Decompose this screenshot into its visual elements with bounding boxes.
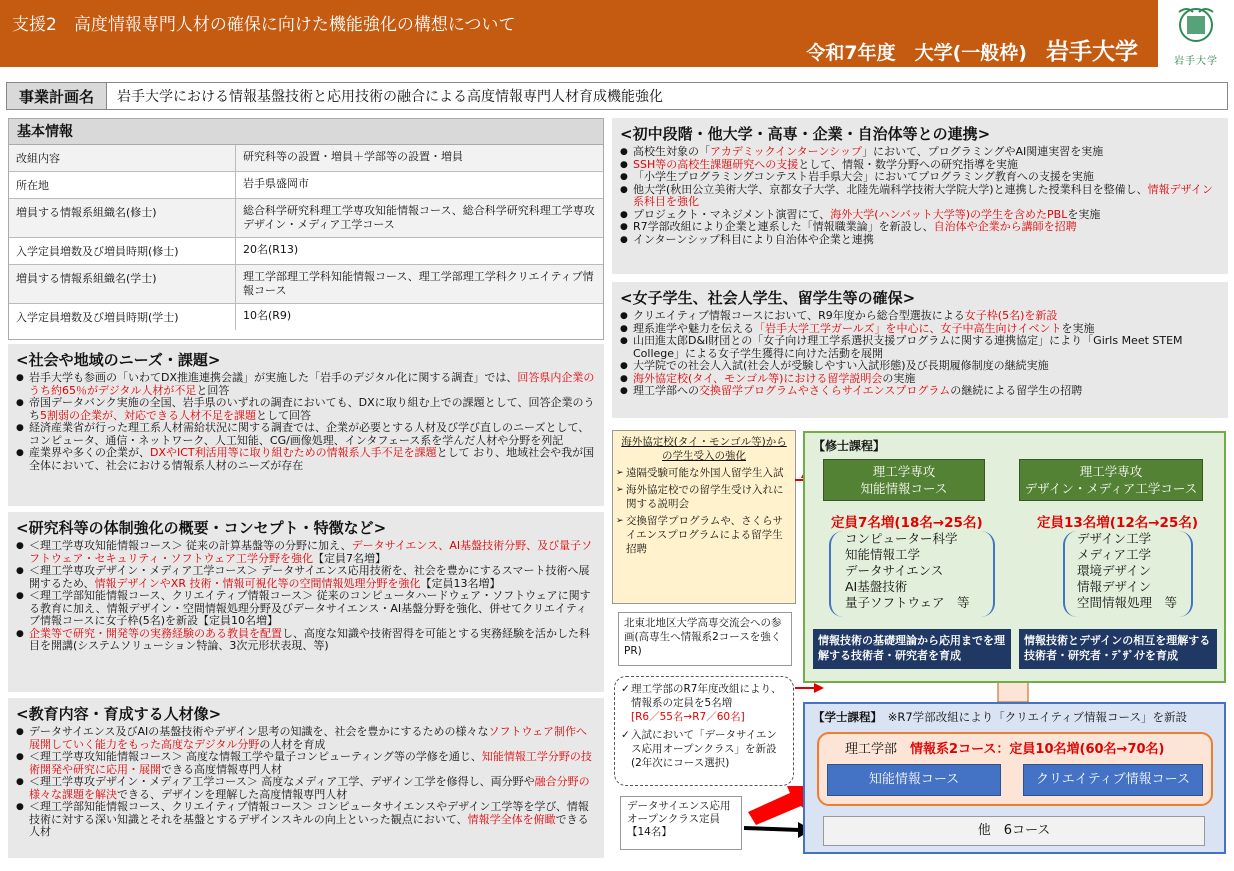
info-key: 入学定員増数及び増員時期(修士) [9,238,235,264]
bullet-text: 【定員7名増】 [313,551,387,565]
bullet-text: R7学部改組により企業と連系した「情報職業論」を新設し、 [633,220,934,233]
highlight-text: ソフトウェア制作へ展開していく能力をもった高度なデジタル分野 [29,725,588,751]
highlight-text: 情報学全体を俯瞰 [467,812,556,826]
bachelor-course-chino: 知能情報コース [827,764,1001,796]
highlight-text: 女子枠(5名)を新設 [964,309,1058,322]
bullet-text: プロジェクト・マネジメント演習にて、 [633,207,831,221]
highlight-text: 知能情報工学分野の技術開発や研究に応用・展開 [29,750,592,776]
bullet-text: 山田進太郎D&I財団との「女子向け理工学系選択支援プログラムに関する連携協定」により「Girls Meet STEM College」による女子学生獲得に向けた活動を展開 [633,334,1183,360]
kitatohoku-box: 北東北地区大学高専交流会への参画(高専生へ情報系2コースを強くPR) [618,612,792,666]
data-science-class-box: データサイエンス応用オープンクラス定員【14名】 [620,796,742,850]
bullet-text: 帝国データバンク実施の全国、岩手県のいずれの調査においても、DXに取り組む上での課題として、回答企業のうち [29,396,595,422]
intl-item: ➢ 遠隔受験可能な外国人留学生入試 [618,466,790,480]
logo-text: 岩手大学 [1174,56,1218,67]
bullet-text: 【定員13名増】 [420,576,501,590]
bullet-text: として回答 [256,408,311,422]
check-icon: ✓ [621,683,630,695]
highlight-text: データサイエンス、AI基盤技術分野、及び量子ソフトウェア・セキュリティ・ソフトウェア工学分野を強化 [29,539,593,565]
subject: 知能情報工学 [845,547,921,562]
bullet-text: ＜理工学専攻知能情報コース＞ 従来の計算基盤等の分野に加え、 [29,539,352,552]
university-name: 岩手大学 [1046,39,1138,65]
master-cap-1: 定員7名増(18名→25名) [831,515,983,531]
bullet-text: ＜理工学部知能情報コース、クリエイティブ情報コース＞ コンピュータサイエンスやデザイン工学等を学び、情報技術に対する深い知識とそれを基盤とするデザインスキルの向上といった観点において、 [29,800,589,826]
check-icon: ✓ [621,729,630,741]
highlight-text: 交換留学プログラムやさくらサイエンスプログラム [699,384,951,397]
highlight-text: 5割弱の企業が、対応できる人材不足を課題 [40,408,256,422]
master-cap-2: 定員13名増(12名→25名) [1037,515,1199,531]
intl-item: ➢ 海外協定校での留学生受け入れに関する説明会 [618,483,790,511]
highlight-text: 情報デザイン系科目を強化 [633,182,1213,208]
red-right-arrowhead-2 [814,683,824,693]
subject: 環境デザイン [1077,563,1152,578]
bullet-text: 産業界や多くの企業が、 [29,446,150,459]
info-value: 10名(R9) [235,304,603,330]
master-course-chino: 理工学専攻 知能情報コース [823,459,985,501]
master-subjects-2 [1063,531,1193,617]
highlight-text: 海外大学(ハンバット大学等)の学生を含めたPBL [830,207,1068,221]
bullet-text: と回答 [196,383,230,397]
bachelor-note: ※R7学部改組により「クリエイティブ情報コース」を新設 [887,710,1187,724]
subject: デザイン工学 [1077,531,1152,546]
subject: 情報デザイン [1077,579,1152,594]
highlight-text: 回答県内企業のうち約65％がデジタル人材が不足 [29,371,595,397]
info-key: 増員する情報系組織名(修士) [9,199,235,237]
needs-title: <社会や地域のニーズ・課題> [16,351,221,369]
highlight-text: SSH等の高校生課題研究への支援 [633,157,799,171]
subject: データサイエンス [845,563,944,578]
bachelor-title: 【学士課程】 [813,710,877,724]
subject: メディア工学 [1077,547,1152,562]
highlight-text: 企業等で研究・開発等の実務経験のある教員を配置 [29,626,282,640]
bullet-text: ＜理工学専攻知能情報コース＞ 高度な情報工学や量子コンピューティング等の学修を通じ、 [29,750,482,763]
bachelor-info-group [817,732,1213,806]
bullet-text: 高校生対象の「 [633,145,710,158]
master-title: 【修士課程】 [813,439,886,453]
bullet-text: データサイエンス及びAIの基盤技術やデザイン思考の知識を、社会を豊かにするための様々な [29,725,489,738]
bullet-text: できる、デザインを理解した高度情報専門人材 [117,787,348,801]
bullet-text: できる高度情報専門人材 [161,762,282,776]
info-key: 所在地 [9,172,235,198]
intl-title: 海外協定校(タイ・モンゴル等)からの学生受入の強化 [621,436,787,462]
concept-title: <研究科等の体制強化の概要・コンセプト・特徴など> [16,519,387,537]
bullet-text: 他大学(秋田公立美術大学、京都女子大学、北陸先端科学技術大学院大学)と連携した授業科目を整備し、 [633,182,1148,196]
year-category-text: 令和7年度 大学(一般枠) [806,42,1027,64]
bullet-text: 理系進学や魅力を伝える [633,321,754,335]
bachelor-cap [845,738,1164,757]
info-key: 増員する情報系組織名(学士) [9,265,235,303]
black-arrow [744,828,800,830]
highlight-text: 自治体や企業から講師を招聘 [933,220,1077,233]
subject: コンピューター科学 [845,531,958,546]
bullet-text: として、情報・数学分野への研究指導を実施 [798,157,1019,171]
reform-l3: 入試において「データサイエンス応用オープンクラス」を新設(2年次にコース選択) [631,729,777,769]
subject: 空間情報処理 等 [1077,595,1178,610]
subject: AI基盤技術 [845,579,908,594]
education-title: <教育内容・育成する人材像> [16,705,222,723]
project-label: 事業計画名 [7,83,107,109]
bullet-text: ＜理工学専攻デザイン・メディア工学コース＞ データサイエンス応用技術を、社会を豊かにするスマート技術へ展開するため、 [29,564,590,590]
reform-l1: 理工学部のR7年度改組により、情報系の定員を5名増 [631,683,782,709]
highlight-text: 海外協定校(タイ、モンゴル等)における留学説明会 [633,371,883,385]
bachelor-other-courses: 他 6コース [823,816,1205,846]
bullet-text: ＜理工学部知能情報コース、クリエイティブ情報コース＞ 従来のコンピュータハードウェア・ソフトウェアに関する教育に加え、情報デザイン・空間情報処理分野及びデータサイエンス・AI基盤分野を強化、併せてクリエイティブ情報コースに女子枠(5名)を新設【定員10名増】 [29,589,591,627]
info-value: 総合科学研究科理工学専攻知能情報コース、総合科学研究科理工学専攻デザイン・メディア工学コース [235,199,603,237]
intl-item: ➢ 交換留学プログラムや、さくらサイエンスプログラムによる留学生招聘 [618,514,790,556]
bullet-text: の実施 [882,371,916,385]
bullet-text: 理工学部への [633,384,699,397]
master-goal-2: 情報技術とデザインの相互を理解する技術者・研究者・ﾃﾞｻﾞｲﾅを育成 [1019,629,1217,669]
info-value: 研究科等の設置・増員＋学部等の設置・増員 [235,145,603,171]
subject: 量子ソフトウェア 等 [845,595,970,610]
bullet-text: を実施 [1061,321,1095,335]
bachelor-heading [813,709,1187,725]
bullet-text: を実施 [1067,207,1101,221]
bullet-text: ＜理工学専攻デザイン・メディア工学コース＞ 高度なメディア工学、デザイン工学を修得し、両分野や [29,775,535,788]
collaboration-title: <初中段階・他大学・高専・企業・自治体等との連携> [620,125,991,143]
info-value: 20名(R13) [235,238,603,264]
diversity-title: <女子学生、社会人学生、留学生等の確保> [620,289,916,307]
bullet-text: 大学院での社会人入試(社会人が受験しやすい入試形態)及び長期履修制度の継続実施 [633,359,1049,372]
bullet-text: 「小学生プログラミングコンテスト岩手県大会」においてプログラミング教育への支援を実施 [633,170,1094,183]
bullet-text: し、高度な知識や技術習得を可能とする実務経験を活かした科目を開講(システムソリューション特論、3次元形状表現、等) [29,626,590,652]
bullet-text: の継続による留学生の招聘 [950,384,1083,397]
bachelor-course-box [803,702,1226,854]
reform-l2: [R6／55名→R7／60名] [631,711,745,723]
page-title: 支援2 高度情報専門人材の確保に向けた機能強化の構想について [12,15,516,35]
bullet-text: 経済産業省が行った理工系人材需給状況に関する調査では、企業が必要とする人材及び学び直しのニーズとして、コンピュータ、通信・ネットワーク、人工知能、CG/画像処理、インタフェース系を学んだ人材や分野を列記 [29,421,590,447]
info-key: 入学定員増数及び増員時期(学士) [9,304,235,330]
highlight-text: 情報デザインやXR 技術・情報可視化等の空間情報処理分野を強化 [94,576,421,590]
bullet-text: として おり、地域社会や我が国全体において、社会における情報系人材のニーズが存在 [29,446,595,472]
highlight-text: 融合分野の様々な課題を解決 [29,775,590,801]
bachelor-cap-a: 理工学部 [845,742,898,757]
info-value: 理工学部理工学科知能情報コース、理工学部理工学科クリエイティブ情報コース [235,265,603,303]
basic-info-title: 基本情報 [9,119,603,145]
bullet-text: 」において、プログラミングやAI関連実習を実施 [861,145,1104,158]
info-value: 岩手県盛岡市 [235,172,603,198]
bullet-text: の人材を育成 [259,737,326,751]
bullet-text: 岩手大学も参画の「いわてDX推進連携会議」が実施した「岩手のデジタル化に関する調査」では、 [29,371,518,384]
master-subjects-1 [829,531,995,617]
highlight-text: DXやICT利活用等に取り組むための情報系人手不足を課題 [150,446,437,459]
bullet-text: インターンシップ科目により自治体や企業と連携 [633,232,874,246]
master-course-design: 理工学専攻 デザイン・メディア工学コース [1019,459,1203,501]
project-name: 岩手大学における情報基盤技術と応用技術の融合による高度情報専門人材育成機能強化 [117,89,664,105]
master-course-box [803,431,1226,683]
master-goal-1: 情報技術の基礎理論から応用までを理解する技術者・研究者を育成 [813,629,1011,669]
bachelor-course-creative: クリエイティブ情報コース [1023,764,1203,796]
highlight-text: 「岩手大学工学ガールズ」を中心に、女子中高生向けイベント [754,321,1062,335]
bullet-text: クリエイティブ情報コースにおいて、R9年度から総合型選抜による [633,309,965,322]
highlight-text: アカデミックインターンシップ [710,145,862,158]
bachelor-cap-b: 情報系2コース：定員10名増(60名→70名) [910,742,1165,757]
bullet-text: できる人材 [29,812,589,838]
info-key: 改組内容 [9,145,235,171]
